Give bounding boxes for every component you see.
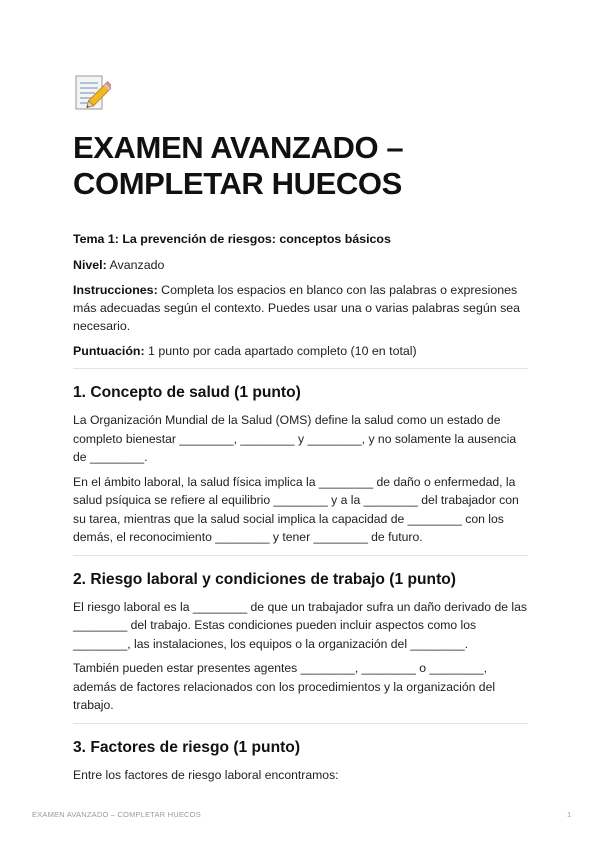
nivel-label: Nivel: — [73, 258, 107, 272]
instrucciones-line — [73, 281, 528, 335]
divider — [73, 368, 528, 369]
instrucciones-label: Instrucciones: — [73, 283, 158, 297]
divider — [73, 723, 528, 724]
section-3-paragraph: Entre los factores de riesgo laboral encontramos: — [73, 767, 339, 782]
section-2-title: 2. Riesgo laboral y condiciones de trabajo (1 punto) — [73, 570, 456, 588]
puntuacion-line — [73, 342, 528, 360]
nivel-value: Avanzado — [106, 258, 165, 272]
title-line-2: COMPLETAR HUECOS — [73, 166, 402, 201]
section-2-paragraph: También pueden estar presentes agentes ________, ________ o ________, además de factores relacionados con los procedimientos y la organización del trabajo. — [73, 661, 496, 712]
footer-title: EXAMEN AVANZADO – COMPLETAR HUECOS — [32, 810, 201, 819]
section-1-title: 1. Concepto de salud (1 punto) — [73, 384, 301, 401]
puntuacion-label: Puntuación: — [73, 344, 145, 358]
instrucciones-value: Completa los espacios en blanco con las palabras o expresiones más adecuadas según el contexto. Puedes usar una o varias palabras según sea necesario. — [73, 283, 521, 333]
title-line-1: EXAMEN AVANZADO – — [73, 130, 404, 165]
section-1-paragraph: En el ámbito laboral, la salud física implica la ________ de daño o enfermedad, la salud psíquica se refiere al equilibrio ________ y a la ________ del trabajador con su tarea, mientras que la salud social implica la capacidad de ________ con los demás, el reconocimiento ________ y tener ________ de futuro. — [73, 474, 519, 544]
divider — [73, 555, 528, 556]
section-2-paragraph: El riesgo laboral es la ________ de que un trabajador sufra un daño derivado de las ________ del trabajo. Estas condiciones pueden incluir aspectos como los ________, las instalaciones, los equipos o la organización del ________. — [73, 599, 527, 651]
tema-line: Tema 1: La prevención de riesgos: conceptos básicos — [73, 232, 391, 246]
section-1-paragraph: La Organización Mundial de la Salud (OMS) define la salud como un estado de completo bienestar ________, ________ y ________, y no solamente la ausencia de ________. — [73, 413, 517, 464]
section-3-title: 3. Factores de riesgo (1 punto) — [73, 738, 301, 756]
puntuacion-value: 1 punto por cada apartado completo (10 en total) — [144, 344, 417, 358]
document-page — [73, 74, 528, 790]
document-title — [73, 130, 528, 202]
nivel-line — [73, 256, 528, 274]
memo-pencil-icon — [73, 74, 111, 114]
page-number: 1 — [567, 810, 572, 819]
